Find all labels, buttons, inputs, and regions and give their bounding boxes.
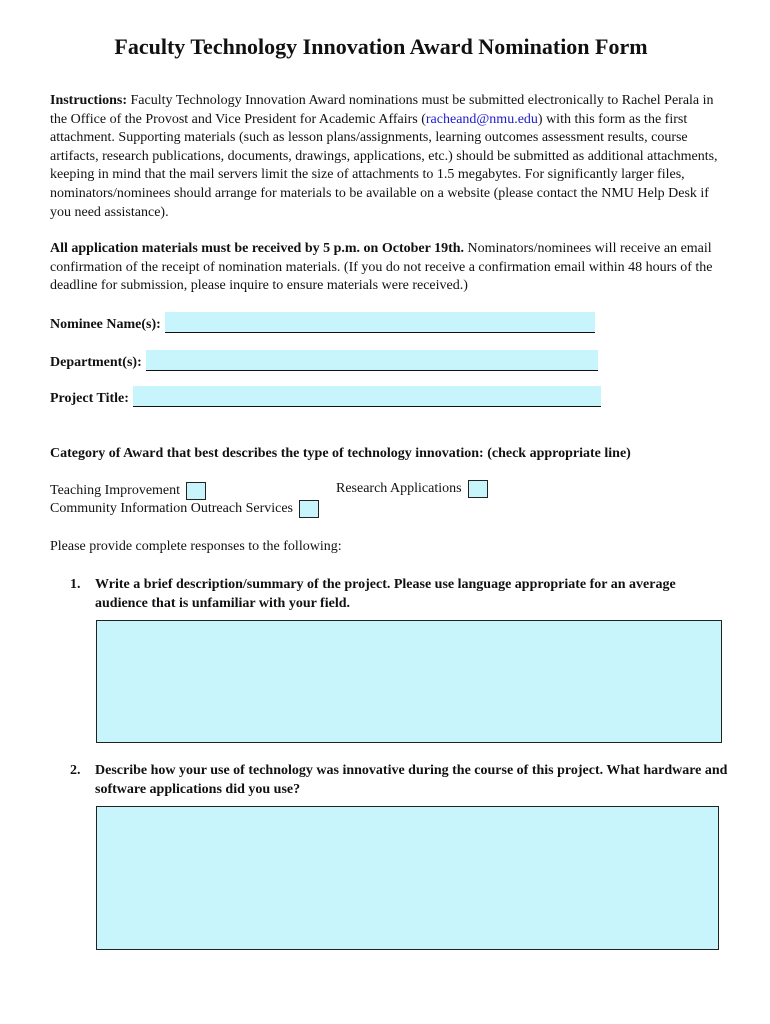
option-community-label: Community Information Outreach Services	[50, 501, 293, 516]
option-research[interactable]	[336, 480, 488, 498]
deadline-bold: All application materials must be received by 5 p.m. on October 19th.	[50, 241, 465, 256]
category-heading: Category of Award that best describes the type of technology innovation: (check appropriate line)	[50, 446, 631, 461]
community-checkbox[interactable]	[299, 500, 319, 518]
project-title-row	[50, 386, 601, 407]
teaching-checkbox[interactable]	[186, 482, 206, 500]
question-2-text: Describe how your use of technology was innovative during the course of this project. What hardware and software applications did you use?	[95, 763, 728, 797]
project-title-input[interactable]	[133, 386, 601, 407]
department-label: Department(s):	[50, 355, 142, 370]
email-link[interactable]: racheand@nmu.edu	[425, 111, 538, 127]
instructions-paragraph	[50, 92, 720, 222]
form-title: Faculty Technology Innovation Award Nomination Form	[114, 34, 648, 59]
nominee-input[interactable]	[165, 312, 595, 333]
question-2-answer[interactable]	[96, 806, 719, 950]
instructions-text-2: ) with this form as the first attachment. Supporting materials (such as lesson plans/assignments, learning outcomes assessment results, course artifacts, research publications, documents, drawings, applications, etc.) should be submitted as additional attachments, keeping in mind that the mail servers limit the size of attachments to 1.5 megabytes. For significantly larger files, nominators/nominees should arrange for materials to be available on a website (please contact the NMU Help Desk if you need assistance).	[50, 111, 718, 220]
responses-prompt: Please provide complete responses to the following:	[50, 539, 342, 554]
question-2	[70, 762, 730, 799]
instructions-text-1: Faculty Technology Innovation Award nominations must be submitted electronically to Rachel Perala in the Office of the Provost and Vice President for Academic Affairs (	[50, 93, 714, 127]
deadline-text: Nominators/nominees will receive an email confirmation of the receipt of nomination materials. (If you do not receive a confirmation email within 48 hours of the deadline for submission, please inquire to ensure materials were received.)	[50, 241, 713, 294]
question-1	[70, 576, 730, 613]
question-1-text: Write a brief description/summary of the project. Please use language appropriate for an average audience that is unfamiliar with your field.	[95, 577, 676, 611]
project-title-label: Project Title:	[50, 391, 129, 406]
question-1-number: 1.	[70, 577, 81, 592]
research-checkbox[interactable]	[468, 480, 488, 498]
question-2-number: 2.	[70, 763, 81, 778]
option-research-label: Research Applications	[336, 481, 462, 496]
question-1-answer[interactable]	[96, 620, 722, 743]
option-teaching-label: Teaching Improvement	[50, 483, 181, 498]
department-row	[50, 350, 598, 371]
nominee-row	[50, 312, 595, 333]
instructions-label: Instructions:	[50, 93, 128, 108]
department-input[interactable]	[146, 350, 598, 371]
option-teaching[interactable]	[50, 482, 206, 500]
option-community[interactable]	[50, 500, 319, 518]
deadline-paragraph	[50, 240, 720, 296]
nominee-label: Nominee Name(s):	[50, 317, 161, 332]
